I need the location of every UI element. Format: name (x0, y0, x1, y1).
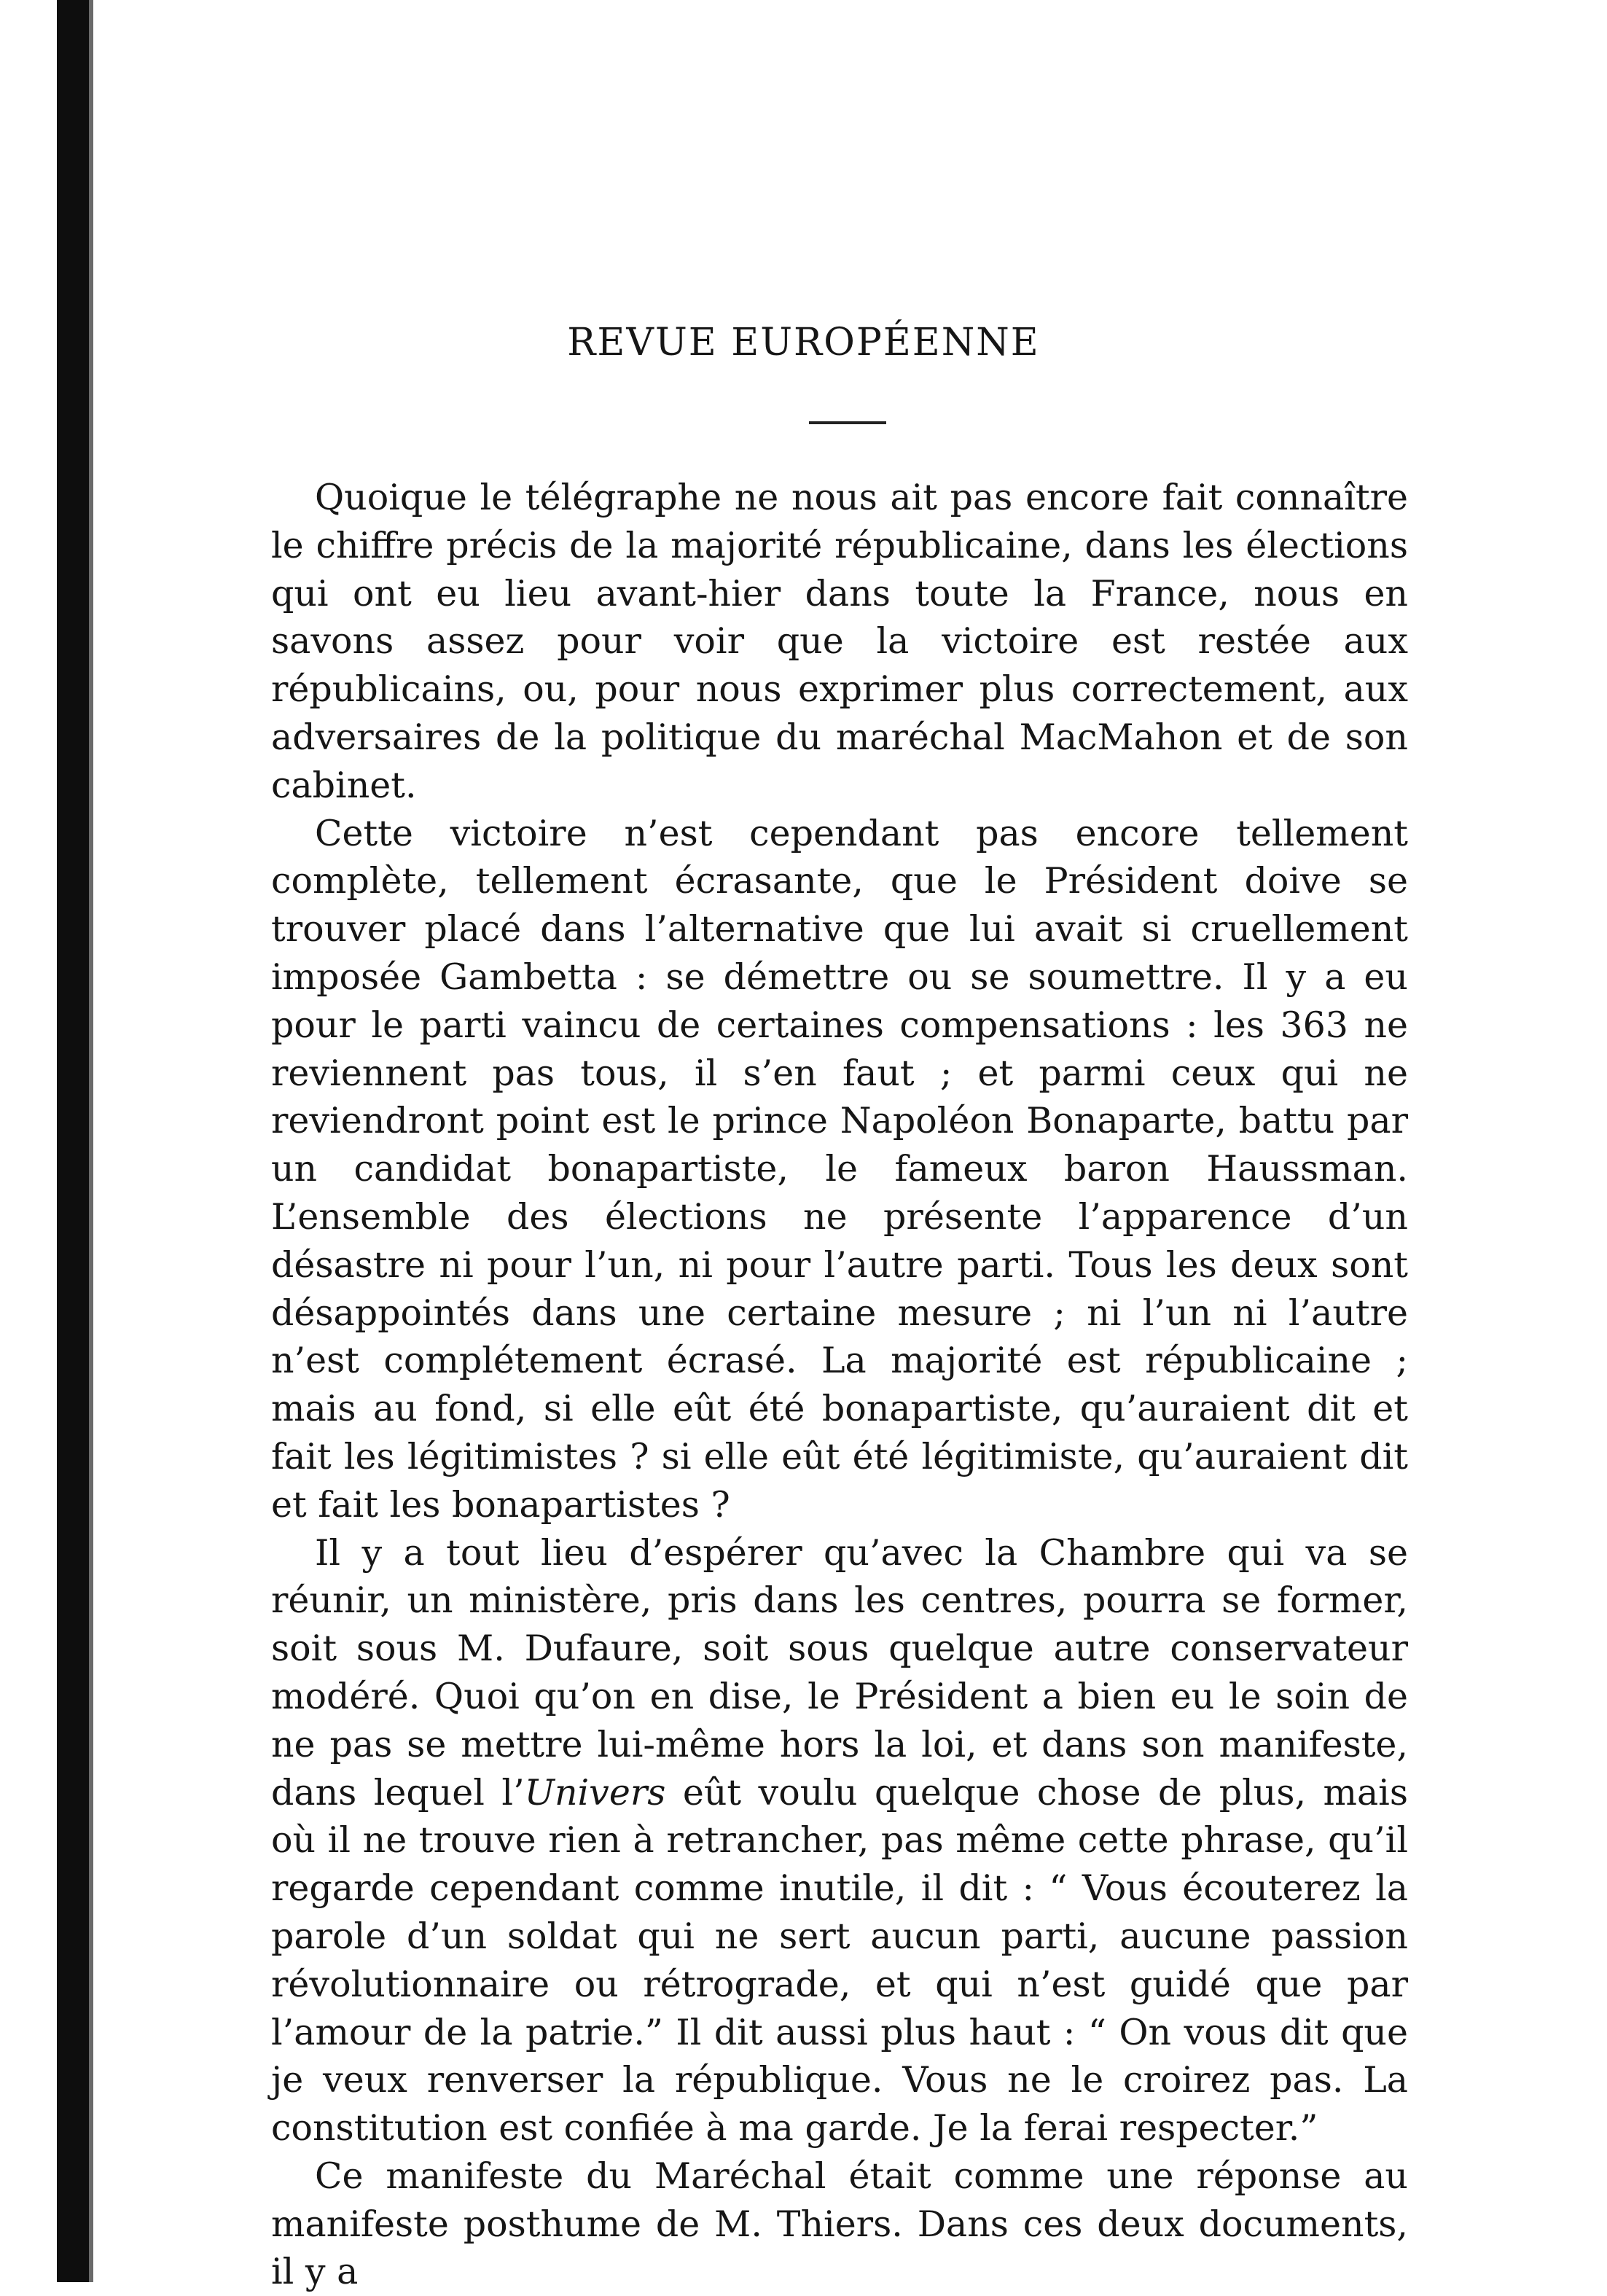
paragraph (271, 810, 1408, 1529)
newspaper-title: Univers (524, 1771, 666, 1813)
paragraph (271, 1529, 1408, 2152)
paragraph (271, 2152, 1408, 2296)
header-rule (809, 421, 886, 424)
paragraph-text: eût voulu quelque chose de plus, mais où il ne trouve rien à retrancher, pas même cette phrase, qu’il regarde cependant comme inutile, il dit : “ Vous écouterez la parole d’un soldat qui ne sert aucun parti, aucune passion révolutionnaire ou rétrograde, et qui n’est guidé que par l’amour de la patrie.” Il dit aussi plus haut : “ On vous dit que je veux renverser la république. Vous ne le croirez pas. La constitution est confiée à ma garde. Je la ferai respecter.” (271, 1771, 1408, 2149)
paragraph (271, 474, 1408, 810)
paragraph-text: Il y a tout lieu d’espérer qu’avec la Chambre qui va se réunir, un ministère, pris dans les centres, pourra se former, soit sous M. Dufaure, soit sous quelque autre conservateur modéré. Quoi qu’on en dise, le Président a bien eu le soin de ne pas se mettre lui-même hors la loi, et dans son manifeste, dans lequel l’ (271, 1531, 1408, 1813)
article-body (271, 474, 1408, 2296)
running-header: REVUE EUROPÉENNE (567, 321, 1040, 364)
paragraph-text: Cette victoire n’est cependant pas encore tellement complète, tellement écrasante, que le Président doive se trouver placé dans l’alternative que lui avait si cruellement imposée Gambetta : se démettre ou se soumettre. Il y a eu pour le parti vaincu de certaines compensations : les 363 ne reviennent pas tous, il s’en faut ; et parmi ceux qui ne reviendront point est le prince Napoléon Bonaparte, battu par un candidat bonapartiste, le fameux baron Haussman. L’ensemble des élections ne présente l’apparence d’un désastre ni pour l’un, ni pour l’autre parti. Tous les deux sont désappointés dans une certaine mesure ; ni l’un ni l’autre n’est complétement écrasé. La majorité est républicaine ; mais au fond, si elle eût été bonapartiste, qu’auraient dit et fait les légitimistes ? si elle eût été légitimiste, qu’auraient dit et fait les bonapartistes ? (271, 812, 1408, 1526)
paragraph-text: Ce manifeste du Maréchal était comme une réponse au manifeste posthume de M. Thiers. Dans ces deux documents, il y a (271, 2155, 1408, 2293)
paragraph-text: Quoique le télégraphe ne nous ait pas encore fait connaître le chiffre précis de la majorité républicaine, dans les élections qui ont eu lieu avant-hier dans toute la France, nous en savons assez pour voir que la victoire est restée aux républicains, ou, pour nous exprimer plus correctement, aux adversaires de la politique du maréchal MacMahon et de son cabinet. (271, 477, 1408, 806)
